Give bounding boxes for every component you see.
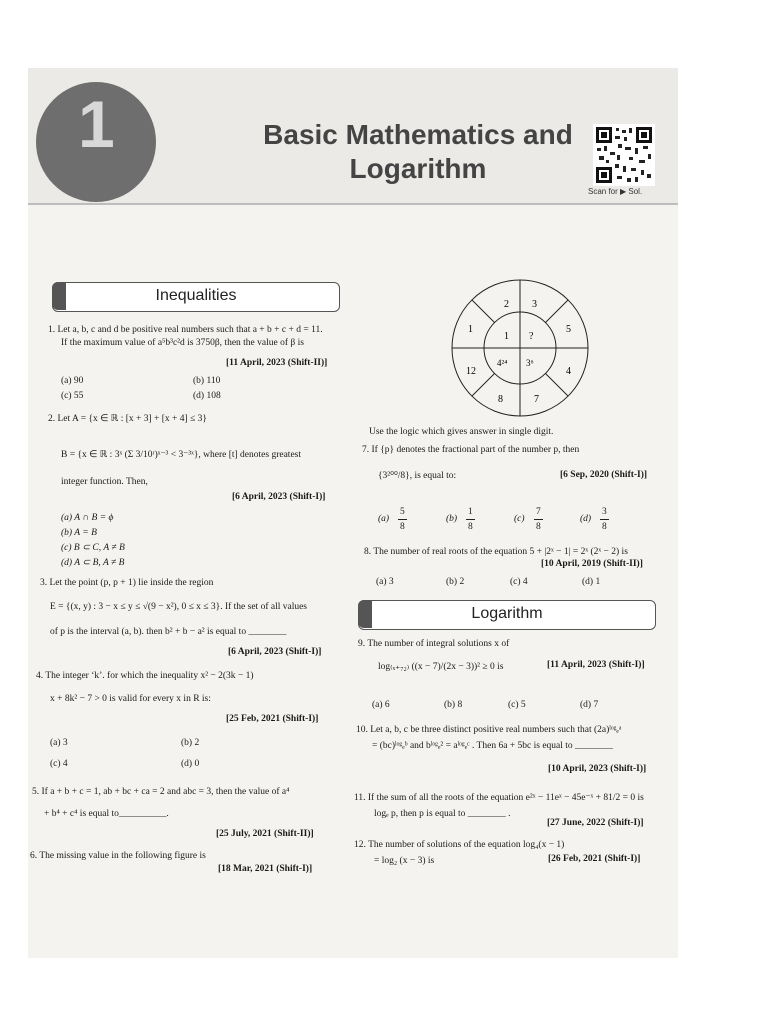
q2-tag: [6 April, 2023 (Shift-I)]: [232, 492, 326, 502]
q1-option-b: (b) 110: [193, 376, 221, 386]
q9-line1: 9. The number of integral solutions x of: [358, 639, 510, 649]
q4-option-c: (c) 4: [50, 759, 68, 769]
q2-option-d: (d) A ⊂ B, A ≠ B: [61, 558, 125, 568]
chapter-title-line2: Logarithm: [349, 153, 487, 184]
q2-line3: integer function. Then,: [61, 477, 148, 487]
q1-option-c: (c) 55: [61, 391, 84, 401]
q2-option-c: (c) B ⊂ C, A ≠ B: [61, 543, 125, 553]
q1-tag: [11 April, 2023 (Shift-II)]: [226, 358, 328, 368]
section-title: Logarithm: [471, 605, 543, 622]
section-inequalities: [52, 282, 340, 312]
q3-line3: of p is the interval (a, b). then b² + b − a² is equal to ________: [50, 627, 287, 637]
q1-option-d: (d) 108: [193, 391, 221, 401]
outer-value-7: 12: [466, 366, 476, 377]
q7-option-a-den: 8: [400, 522, 405, 532]
q9-option-a: (a) 6: [372, 700, 390, 710]
q8-option-a: (a) 3: [376, 577, 394, 587]
inner-value-missing: ?: [529, 331, 534, 342]
q7-option-a: (a): [378, 514, 390, 524]
q9-option-d: (d) 7: [580, 700, 599, 710]
q3-line1: 3. Let the point (p, p + 1) lie inside the region: [40, 578, 214, 588]
q5-tag: [25 July, 2021 (Shift-II)]: [216, 829, 314, 839]
q8-tag: [10 April, 2019 (Shift-II)]: [541, 559, 643, 569]
outer-value-3: 5: [566, 324, 571, 335]
q12-tag: [26 Feb, 2021 (Shift-I)]: [548, 854, 641, 864]
q8-option-c: (c) 4: [510, 577, 528, 587]
chapter-header: [28, 68, 678, 205]
chapter-title-line1: Basic Mathematics and: [263, 119, 573, 150]
q8-option-b: (b) 2: [446, 577, 465, 587]
circle-figure: [432, 276, 608, 420]
chapter-number: 1: [78, 87, 115, 161]
inner-value-4: 3⁶: [526, 358, 534, 368]
q7-option-c-den: 8: [536, 522, 541, 532]
q11-line1: 11. If the sum of all the roots of the equation e²ˣ − 11eˣ − 45e⁻ˣ + 81/2 = 0 is: [354, 793, 644, 803]
q5-line2: + b⁴ + c⁴ is equal to__________.: [44, 809, 169, 819]
q8-line1: 8. The number of real roots of the equation 5 + |2ˣ − 1| = 2ˣ (2ˣ − 2) is: [364, 547, 628, 557]
q10-line1: 10. Let a, b, c be three distinct positive real numbers such that (2a)ˡᵒᵍₑᵃ: [356, 725, 622, 735]
q1-line2: If the maximum value of a⁵b³c²d is 3750β, then the value of β is: [61, 338, 304, 348]
q7-tag: [6 Sep, 2020 (Shift-I)]: [560, 470, 648, 480]
q6-tag: [18 Mar, 2021 (Shift-I)]: [218, 864, 313, 874]
section-logarithm: [358, 600, 656, 630]
q4-option-b: (b) 2: [181, 738, 200, 748]
q9-option-c: (c) 5: [508, 700, 526, 710]
q10-tag: [10 April, 2023 (Shift-I)]: [548, 764, 647, 774]
q7-option-b-num: 1: [468, 507, 473, 517]
outer-value-5: 7: [534, 394, 539, 405]
inner-value-3: 4²⁴: [497, 358, 508, 368]
q3-tag: [6 April, 2023 (Shift-I)]: [228, 647, 322, 657]
q7-option-b-den: 8: [468, 522, 473, 532]
q9-line2: log₍ₓ₊₇₂₎ ((x − 7)/(2x − 3))² ≥ 0 is: [378, 662, 504, 672]
outer-value-8: 1: [468, 324, 473, 335]
q2-option-a: (a) A ∩ B = ϕ: [61, 513, 114, 523]
q1-line1: 1. Let a, b, c and d be positive real numbers such that a + b + c + d = 11.: [48, 325, 323, 335]
q4-line1: 4. The integer ‘k’. for which the inequality x² − 2(3k − 1): [36, 671, 254, 681]
q9-tag: [11 April, 2023 (Shift-I)]: [547, 660, 645, 670]
q7-option-c: (c): [514, 514, 525, 524]
fraction-bar: [466, 519, 475, 520]
q12-line2: = log₂ (x − 3) is: [374, 856, 435, 866]
q7-option-d-num: 3: [602, 507, 607, 517]
q9-option-b: (b) 8: [444, 700, 463, 710]
q7-option-c-num: 7: [536, 507, 541, 517]
q4-option-a: (a) 3: [50, 738, 68, 748]
q12-line1: 12. The number of solutions of the equation log₄(x − 1): [354, 840, 565, 850]
q7-option-b: (b): [446, 514, 458, 524]
q8-option-d: (d) 1: [582, 577, 601, 587]
outer-value-2: 3: [532, 299, 537, 310]
fraction-bar: [600, 519, 609, 520]
q7-option-d-den: 8: [602, 522, 607, 532]
outer-value-4: 4: [566, 366, 571, 377]
q7-option-d: (d): [580, 514, 592, 524]
q7-option-a-num: 5: [400, 507, 405, 517]
q7-line1: 7. If {p} denotes the fractional part of the number p, then: [362, 445, 580, 455]
fraction-bar: [398, 519, 407, 520]
q11-tag: [27 June, 2022 (Shift-I)]: [547, 818, 644, 828]
fraction-bar: [534, 519, 543, 520]
q3-line2: E = {(x, y) : 3 − x ≤ y ≤ √(9 − x²), 0 ≤ x ≤ 3}. If the set of all values: [50, 602, 307, 612]
chapter-title: [258, 118, 578, 186]
figure-caption: Use the logic which gives answer in single digit.: [369, 427, 554, 437]
q5-line1: 5. If a + b + c = 1, ab + bc + ca = 2 and abc = 3, then the value of a⁴: [32, 787, 290, 797]
q11-line2: logₑ p, then p is equal to ________ .: [374, 809, 511, 819]
q4-option-d: (d) 0: [181, 759, 200, 769]
q4-tag: [25 Feb, 2021 (Shift-I)]: [226, 714, 319, 724]
q7-line2: {3²⁰⁰/8}, is equal to:: [378, 471, 457, 481]
inner-value-1: 1: [504, 331, 509, 342]
q2-line2: B = {x ∈ ℝ : 3ˣ (Σ 3/10ʳ)ˣ⁻³ < 3⁻³ˣ}, where [t] denotes greatest: [61, 450, 301, 460]
q10-line2: = (bc)ˡᵒᵍₑᵇ and bˡᵒᵍₑ² = aˡᵒᵍₑᶜ . Then 6a + 5bc is equal to ________: [372, 741, 614, 751]
q6-line1: 6. The missing value in the following figure is: [30, 851, 206, 861]
q1-option-a: (a) 90: [61, 376, 84, 386]
q2-option-b: (b) A = B: [61, 528, 97, 538]
outer-value-1: 2: [504, 299, 509, 310]
scan-caption: Scan for ▶ Sol.: [588, 187, 643, 196]
qr-code[interactable]: [593, 124, 655, 186]
section-title: Inequalities: [155, 287, 237, 304]
q2-line1: 2. Let A = {x ∈ ℝ : [x + 3] + [x + 4] ≤ 3}: [48, 414, 207, 424]
textbook-page: [28, 68, 678, 958]
q4-line2: x + 8k² − 7 > 0 is valid for every x in R is:: [50, 694, 211, 704]
outer-value-6: 8: [498, 394, 503, 405]
